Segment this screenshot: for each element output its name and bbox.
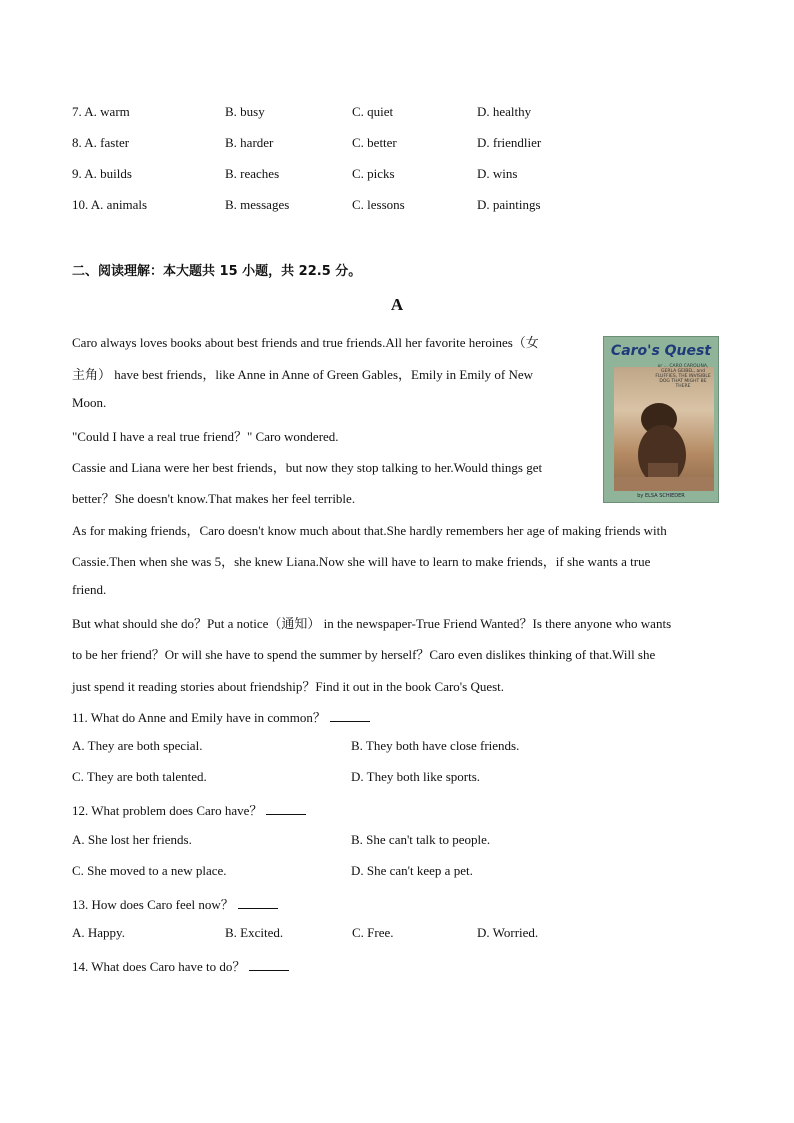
option-a: 10. A. animals (72, 197, 148, 212)
option-b: B. messages (225, 197, 290, 212)
answer-blank[interactable] (249, 959, 289, 971)
vocab-question-9 (72, 166, 632, 186)
book-subtitle: or ... CARO CAROLINA, GERLA GEIBEL, and FLUFFIES, THE INVISIBLE DOG THAT MIGHT BE THERE (655, 364, 711, 389)
passage-line: friend. (72, 582, 107, 597)
passage-line: better？She doesn't know.That makes her feel terrible. (72, 491, 356, 506)
option-d: D. They both like sports. (351, 769, 481, 784)
option-a: 9. A. builds (72, 166, 132, 181)
option-c: C. They are both talented. (72, 769, 207, 784)
book-title: Caro's Quest (610, 343, 712, 359)
passage-line: "Could I have a real true friend？" Caro wondered. (72, 429, 339, 444)
option-d: D. wins (477, 166, 518, 181)
option-d: D. healthy (477, 104, 532, 119)
vocab-question-10 (72, 197, 632, 217)
passage-line: 主角） have best friends，like Anne in Anne of Green Gables，Emily in Emily of New (72, 367, 534, 382)
option-a: 8. A. faster (72, 135, 130, 150)
book-author: by ELSA SCHIEDER (637, 493, 685, 499)
answer-blank[interactable] (238, 897, 278, 909)
option-c: C. picks (352, 166, 395, 181)
passage-line: Cassie and Liana were her best friends，but now they stop talking to her.Would things get (72, 460, 543, 475)
option-c: C. lessons (352, 197, 405, 212)
question-stem: 14. What does Caro have to do？ (72, 959, 246, 974)
option-b: B. They both have close friends. (351, 738, 520, 753)
option-d: D. Worried. (477, 925, 539, 940)
passage-line: Caro always loves books about best friends and true friends.All her favorite heroines（女 (72, 335, 539, 350)
option-b: B. reaches (225, 166, 280, 181)
passage-line: Cassie.Then when she was 5，she knew Liana.Now she will have to learn to make friends，if she wants a true (72, 554, 651, 569)
answer-blank[interactable] (330, 710, 370, 722)
question-stem: 12. What problem does Caro have？ (72, 803, 263, 818)
option-d: D. paintings (477, 197, 541, 212)
option-b: B. busy (225, 104, 265, 119)
option-a: A. Happy. (72, 925, 125, 940)
question-12 (72, 800, 306, 819)
passage-title: A (390, 295, 404, 314)
option-d: D. She can't keep a pet. (351, 863, 473, 878)
passage-line: just spend it reading stories about friendship？Find it out in the book Caro's Quest. (72, 679, 505, 694)
vocab-question-7 (72, 104, 632, 124)
option-a: A. She lost her friends. (72, 832, 192, 847)
book-cover-image (603, 336, 719, 503)
option-c: C. Free. (352, 925, 394, 940)
option-d: D. friendlier (477, 135, 542, 150)
question-stem: 11. What do Anne and Emily have in common？ (72, 710, 326, 725)
passage-line: But what should she do？Put a notice（通知） in the newspaper-True Friend Wanted？Is there anyone who wants (72, 616, 672, 631)
question-14 (72, 956, 289, 975)
question-11 (72, 707, 370, 726)
option-c: C. She moved to a new place. (72, 863, 227, 878)
section-heading: 二、阅读理解：本大题共 15 小题，共 22.5 分。 (72, 264, 362, 279)
option-a: 7. A. warm (72, 104, 130, 119)
question-13 (72, 894, 278, 913)
option-c: C. better (352, 135, 397, 150)
passage-line: to be her friend？Or will she have to spend the summer by herself？Caro even dislikes thinking of that.Will she (72, 647, 656, 662)
vocab-question-8 (72, 135, 632, 155)
option-b: B. harder (225, 135, 274, 150)
answer-blank[interactable] (266, 803, 306, 815)
question-stem: 13. How does Caro feel now？ (72, 897, 234, 912)
option-c: C. quiet (352, 104, 394, 119)
passage-line: Moon. (72, 395, 107, 410)
option-b: B. Excited. (225, 925, 284, 940)
passage-line: As for making friends，Caro doesn't know much about that.She hardly remembers her age of making friends with (72, 523, 667, 538)
option-b: B. She can't talk to people. (351, 832, 491, 847)
option-a: A. They are both special. (72, 738, 203, 753)
